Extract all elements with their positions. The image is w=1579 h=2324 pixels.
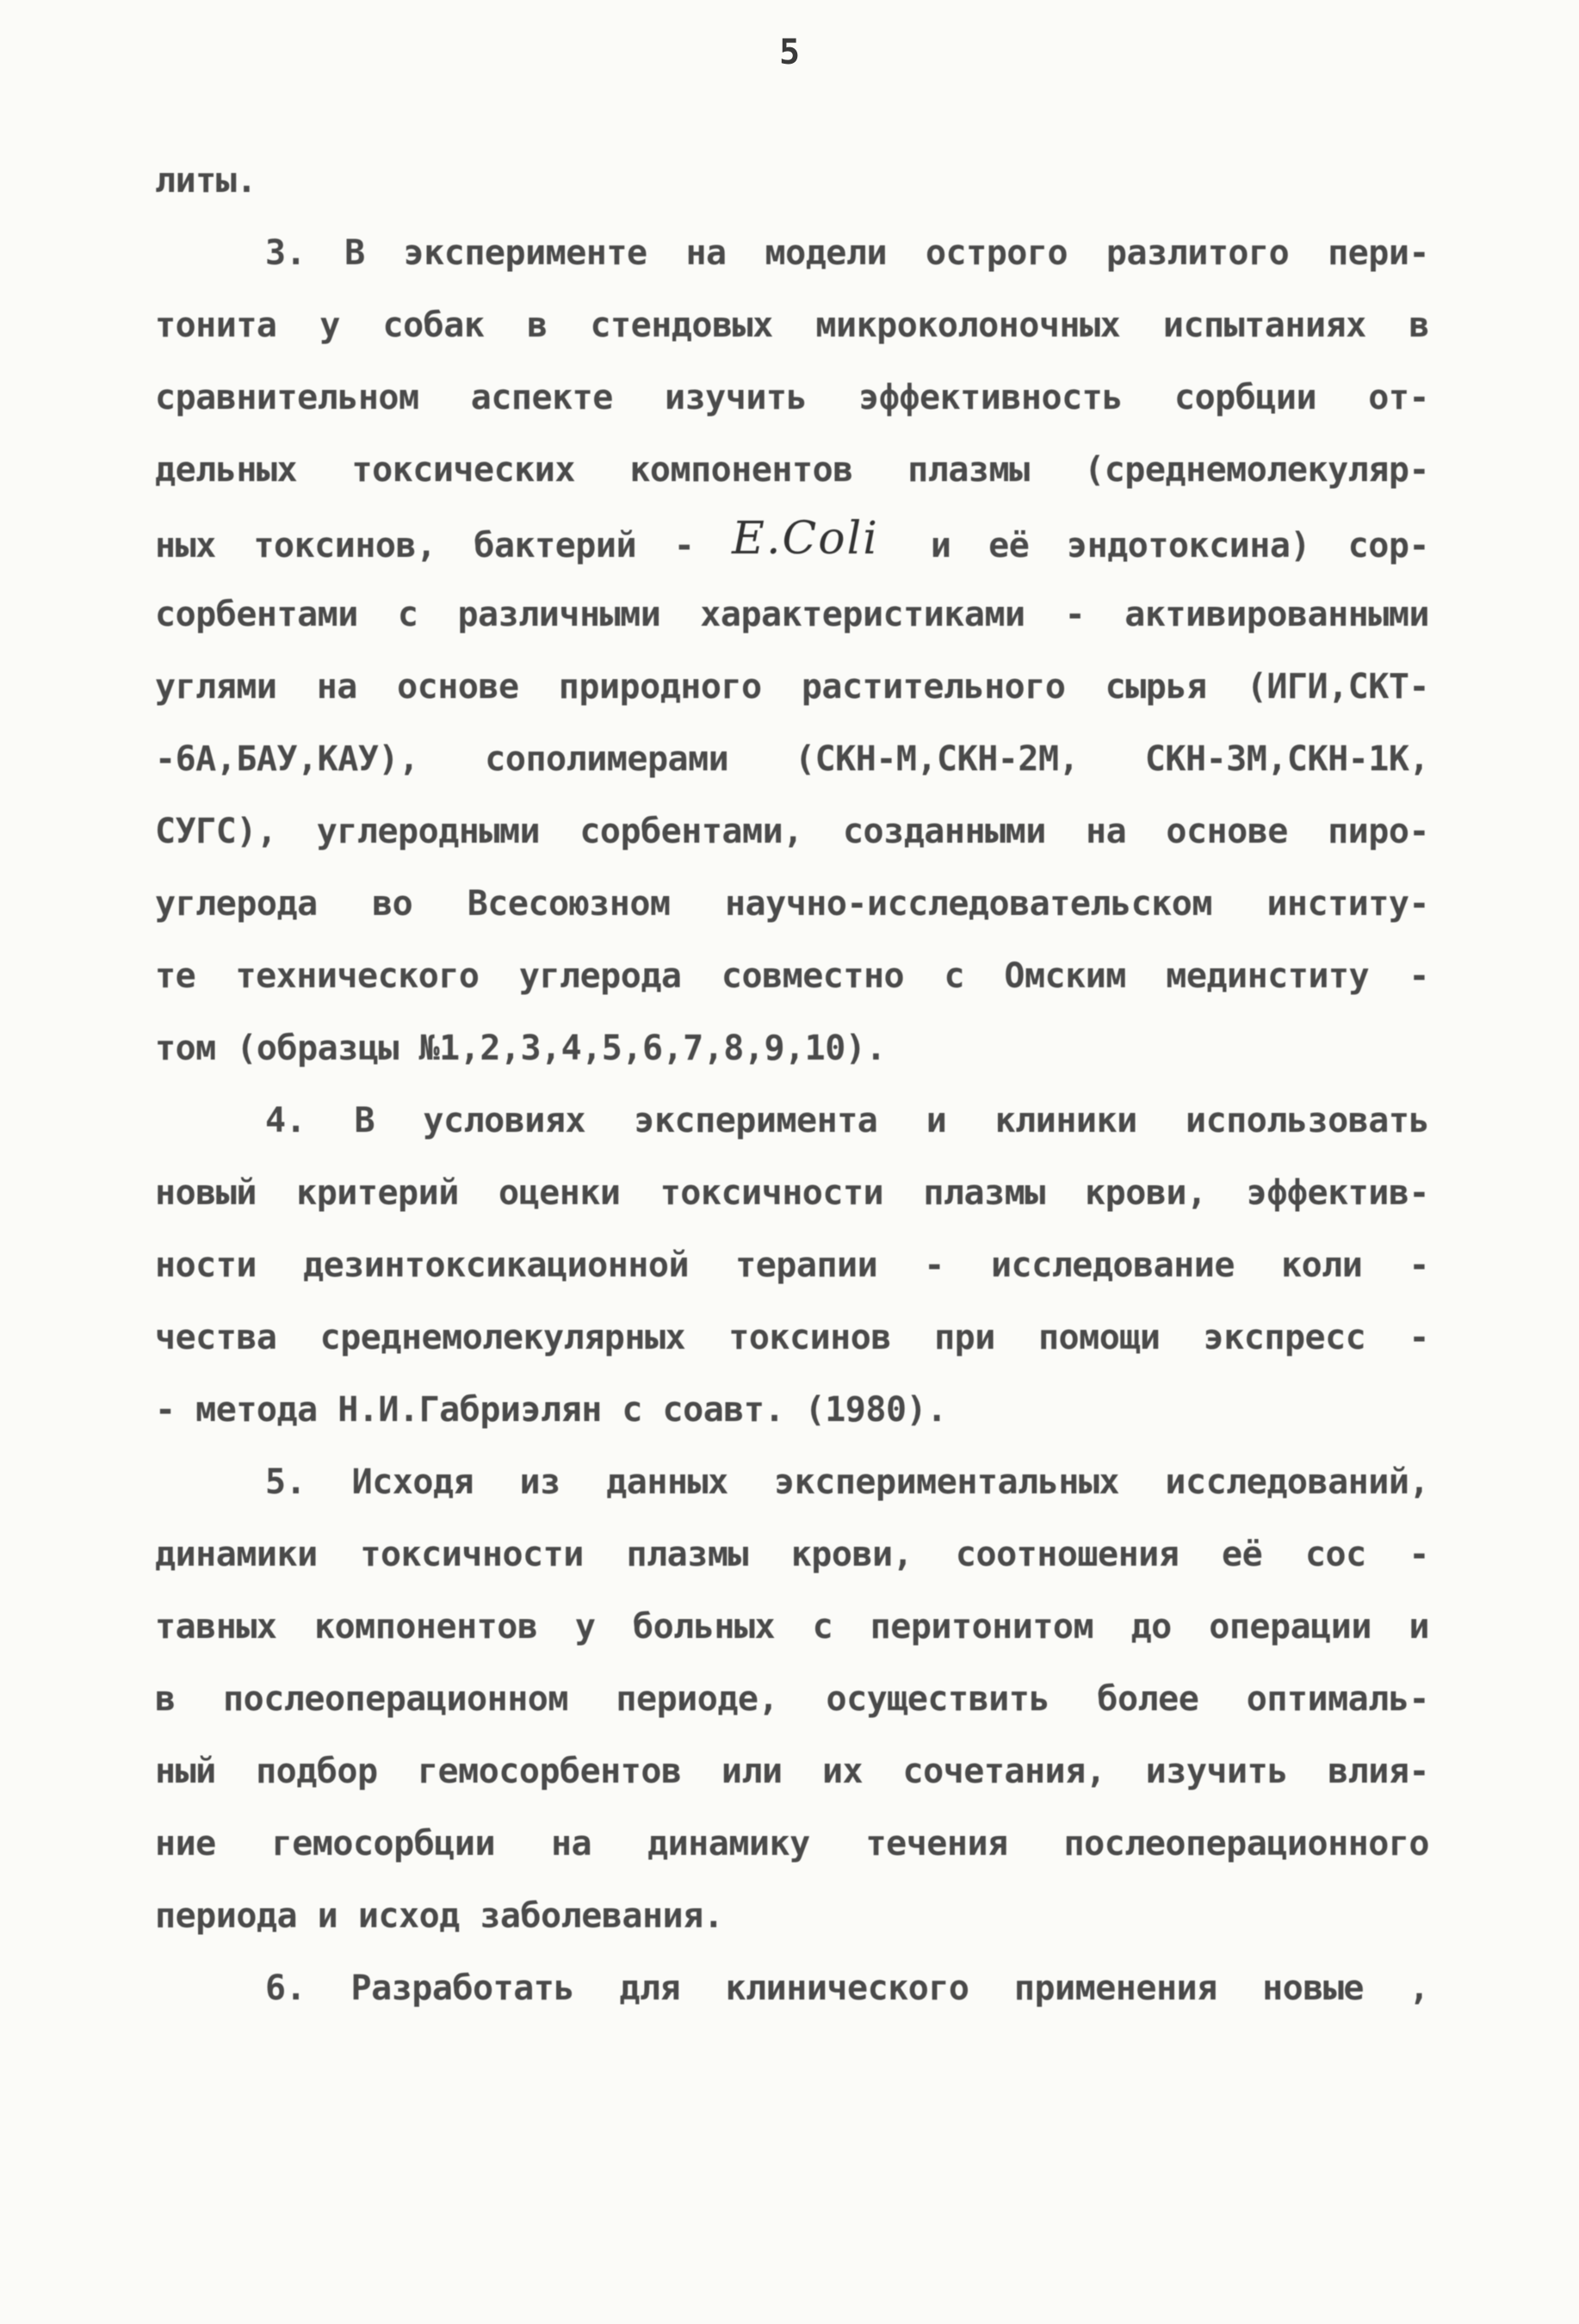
text-line: 4. В условиях эксперимента и клиники использовать xyxy=(265,1101,1429,1140)
text-line: СУГС), углеродными сорбентами, созданными на основе пиро- xyxy=(155,812,1429,851)
text-line: литы. xyxy=(155,161,257,201)
text-fragment: ных токсинов, бактерий - xyxy=(155,526,695,566)
text-line: в послеоперационном периоде, осуществить более оптималь- xyxy=(155,1679,1429,1719)
text-line: ности дезинтоксикационной терапии - исследование коли - xyxy=(155,1245,1429,1285)
text-line: те технического углерода совместно с Омским мединститу - xyxy=(155,956,1429,996)
text-line: 5. Исходя из данных экспериментальных исследований, xyxy=(265,1462,1429,1502)
text-line: дельных токсических компонентов плазмы (среднемолекуляр- xyxy=(155,450,1429,490)
handwritten-annotation: E.Coli xyxy=(732,513,879,565)
text-line: новый критерий оценки токсичности плазмы крови, эффектив- xyxy=(155,1173,1429,1213)
text-line: ный подбор гемосорбентов или их сочетания, изучить влия- xyxy=(155,1752,1429,1791)
text-line: чества среднемолекулярных токсинов при помощи экспресс - xyxy=(155,1318,1429,1357)
text-fragment: и её эндотоксина) сор- xyxy=(930,526,1429,566)
text-line: сравнительном аспекте изучить эффективность сорбции от- xyxy=(155,378,1429,417)
text-line-with-handwriting xyxy=(155,506,1429,578)
page-number: 5 xyxy=(778,33,801,72)
text-line: - метода Н.И.Габриэлян с соавт. (1980). xyxy=(155,1390,947,1430)
text-line: тонита у собак в стендовых микроколоночных испытаниях в xyxy=(155,306,1429,345)
text-line: периода и исход заболевания. xyxy=(155,1896,724,1936)
text-line: динамики токсичности плазмы крови, соотношения её сос - xyxy=(155,1535,1429,1574)
text-line: 3. В эксперименте на модели острого разлитого пери- xyxy=(265,233,1429,273)
text-line: сорбентами с различными характеристиками - активированными xyxy=(155,595,1429,634)
text-line: углями на основе природного растительного сырья (ИГИ,СКТ- xyxy=(155,667,1429,707)
text-line: ние гемосорбции на динамику течения послеоперационного xyxy=(155,1824,1429,1864)
text-line: том (образцы №1,2,3,4,5,6,7,8,9,10). xyxy=(155,1029,886,1068)
text-line: 6. Разработать для клинического применения новые , xyxy=(265,1969,1429,2008)
body-text xyxy=(155,145,1429,2024)
text-line: углерода во Всесоюзном научно-исследовательском институ- xyxy=(155,884,1429,924)
text-line: тавных компонентов у больных с перитонитом до операции и xyxy=(155,1607,1429,1647)
text-line: -6А,БАУ,КАУ), сополимерами (СКН-М,СКН-2М, СКН-3М,СКН-1К, xyxy=(155,739,1429,779)
